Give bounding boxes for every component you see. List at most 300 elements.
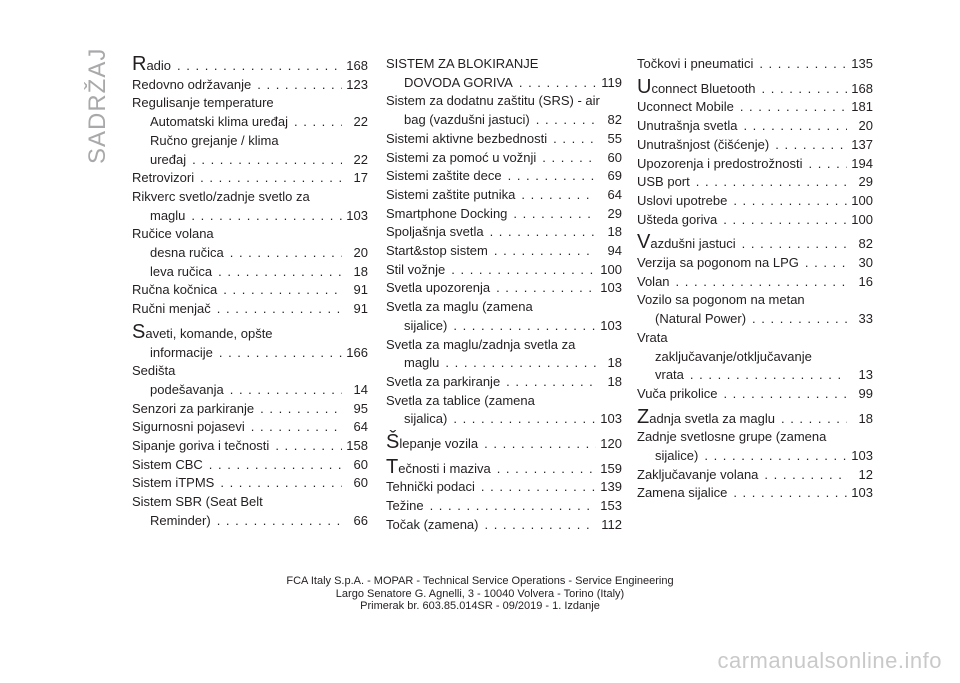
dot-leader	[484, 516, 596, 535]
index-entry	[386, 354, 622, 373]
index-entry	[637, 466, 873, 485]
dot-leader	[762, 80, 847, 99]
initial-letter: Š	[386, 431, 400, 454]
index-entry	[386, 279, 622, 298]
entry-label	[386, 497, 424, 516]
side-title	[84, 44, 114, 164]
entry-label	[637, 385, 717, 404]
page-number: 103	[600, 280, 622, 296]
entry-text: Svetla upozorenja	[386, 280, 491, 296]
entry-label	[132, 226, 214, 241]
index-entry	[637, 117, 873, 136]
index-entry	[132, 400, 368, 419]
entry-label	[637, 155, 802, 174]
index-entry	[386, 455, 622, 479]
entry-text: Upozorenja i predostrožnosti	[637, 155, 803, 171]
entry-text: Točak (zamena)	[386, 516, 479, 532]
dot-leader	[497, 460, 596, 479]
entry-text: connect Bluetooth	[651, 80, 756, 96]
entry-text: Vozilo sa pogonom na metan	[637, 292, 805, 308]
index-entry	[386, 223, 622, 242]
index-entry	[132, 169, 368, 188]
page-number: 119	[601, 74, 622, 90]
page-number: 100	[851, 192, 873, 208]
entry-text: Sistemi zaštite putnika	[386, 186, 516, 202]
entry-label	[386, 223, 484, 242]
dot-leader	[451, 261, 596, 280]
entry-label	[655, 447, 698, 466]
dot-leader	[218, 263, 342, 282]
entry-label	[150, 151, 186, 170]
initial-letter: R	[132, 53, 147, 75]
page-number: 18	[607, 224, 622, 240]
index-heading	[637, 329, 873, 348]
dot-leader	[275, 437, 342, 456]
index-entry	[637, 173, 873, 192]
dot-leader	[220, 474, 342, 493]
entry-label	[132, 169, 194, 188]
entry-label	[150, 244, 224, 263]
entry-text: (Natural Power)	[655, 311, 747, 327]
dot-leader	[764, 466, 847, 485]
index-entry	[637, 405, 873, 429]
entry-label	[655, 366, 684, 385]
page-number: 100	[851, 211, 873, 227]
dot-leader	[676, 273, 847, 292]
page-number: 94	[607, 243, 622, 259]
entry-text: Svetla za maglu (zamena	[386, 299, 533, 315]
entry-text: Reminder)	[150, 512, 211, 528]
page-number: 18	[607, 355, 622, 371]
dot-leader	[723, 385, 847, 404]
index-entry	[132, 381, 368, 400]
entry-text: informacije	[150, 344, 213, 360]
entry-text: Sistem CBC	[132, 456, 203, 472]
index-entry	[132, 55, 368, 76]
page-number: 103	[851, 448, 873, 464]
entry-text: ečnosti i maziva	[398, 460, 491, 476]
entry-label	[132, 76, 251, 95]
entry-label	[637, 484, 727, 503]
entry-label	[132, 494, 263, 509]
entry-label	[132, 437, 269, 456]
page-number: 168	[851, 80, 873, 96]
dot-leader	[740, 98, 847, 117]
index-entry	[386, 317, 622, 336]
index-entry	[637, 55, 873, 74]
entry-label	[637, 273, 670, 292]
entry-text: Zamena sijalice	[637, 485, 728, 501]
entry-text: Ručna kočnica	[132, 282, 218, 298]
index-entry	[637, 447, 873, 466]
dot-leader	[759, 55, 847, 74]
entry-text: Rikverc svetlo/zadnje svetlo za	[132, 188, 310, 204]
footer-line-3: Primerak br. 603.85.014SR - 09/2019 - 1. Izdanje	[360, 600, 600, 612]
page-number: 33	[858, 311, 873, 327]
entry-label	[404, 354, 439, 373]
page-number: 64	[353, 419, 368, 435]
index-entry	[132, 437, 368, 456]
entry-label	[150, 113, 288, 132]
entry-label	[386, 393, 535, 408]
footer	[0, 575, 960, 613]
entry-label	[150, 381, 224, 400]
initial-letter: S	[132, 320, 146, 343]
index-entry	[386, 205, 622, 224]
page-number: 120	[600, 436, 622, 452]
entry-text: Sistemi zaštite dece	[386, 168, 502, 184]
index-entry	[637, 136, 873, 155]
entry-text: Ručno grejanje / klima	[150, 132, 279, 148]
index-entry	[132, 418, 368, 437]
entry-label	[150, 263, 212, 282]
index-entry	[386, 111, 622, 130]
side-title-text: SADRŽAJ	[84, 47, 111, 164]
index-entry	[132, 456, 368, 475]
dot-leader	[733, 192, 847, 211]
dot-leader	[696, 173, 847, 192]
index-entry	[132, 113, 368, 132]
entry-text: Sistem za dodatnu zaštitu (SRS) - air	[386, 93, 600, 109]
index-entry	[386, 186, 622, 205]
index-entry	[132, 263, 368, 282]
index-entry	[637, 155, 873, 174]
entry-text: Verzija sa pogonom na LPG	[637, 255, 799, 271]
entry-label	[132, 418, 245, 437]
index-entry	[132, 244, 368, 263]
page-number: 95	[353, 400, 368, 416]
page-number: 158	[346, 438, 368, 454]
index-entry	[132, 344, 368, 363]
entry-text: maglu	[150, 207, 186, 223]
index-entry	[637, 385, 873, 404]
entry-text: Tehnički podaci	[386, 479, 475, 495]
page-number: 22	[353, 114, 368, 130]
entry-label	[637, 192, 727, 211]
page-number: 66	[353, 512, 368, 528]
entry-text: Zaključavanje volana	[637, 466, 759, 482]
entry-label	[386, 516, 478, 535]
watermark: carmanualsonline.info	[717, 648, 942, 673]
entry-text: Svetla za parkiranje	[386, 373, 501, 389]
dot-leader	[553, 130, 596, 149]
dot-leader	[808, 155, 847, 174]
entry-label	[386, 56, 538, 71]
entry-text: Ušteda goriva	[637, 211, 718, 227]
entry-label	[637, 136, 769, 155]
page-number: 159	[600, 460, 622, 476]
entry-text: Uconnect Mobile	[637, 99, 734, 115]
entry-text: Unutrašnjost (čišćenje)	[637, 136, 770, 152]
index-entry	[637, 192, 873, 211]
entry-text: Smartphone Docking	[386, 205, 508, 221]
page-number: 103	[346, 207, 368, 223]
dot-leader	[542, 149, 596, 168]
entry-text: Vuča prikolice	[637, 385, 718, 401]
entry-label	[655, 349, 812, 364]
page-number: 20	[353, 245, 368, 261]
entry-text: DOVODA GORIVA	[404, 74, 513, 90]
index-entry	[132, 281, 368, 300]
entry-label	[637, 117, 737, 136]
entry-label	[132, 320, 273, 343]
entry-label	[386, 279, 490, 298]
initial-letter: U	[637, 75, 652, 98]
entry-label	[132, 474, 214, 493]
page-number: 168	[346, 58, 368, 73]
page-number: 103	[851, 485, 873, 501]
dot-leader	[805, 254, 847, 273]
dot-leader	[704, 447, 847, 466]
footer-line-1: FCA Italy S.p.A. - MOPAR - Technical Service Operations - Service Engineering	[286, 575, 674, 587]
entry-label	[404, 74, 513, 93]
dot-leader	[453, 317, 596, 336]
entry-text: adnja svetla za maglu	[649, 410, 775, 426]
entry-text: Zadnje svetlosne grupe (zamena	[637, 429, 827, 445]
index-entry	[386, 74, 622, 93]
page-number: 60	[607, 149, 622, 165]
dot-leader	[230, 381, 342, 400]
entry-text: Sistemi za pomoć u vožnji	[386, 149, 537, 165]
initial-letter: T	[386, 455, 399, 478]
dot-leader	[513, 205, 596, 224]
entry-label	[132, 400, 254, 419]
index-heading	[132, 188, 368, 207]
page-number: 82	[858, 236, 873, 252]
index-entry	[386, 130, 622, 149]
entry-label	[132, 281, 217, 300]
index-entry	[386, 167, 622, 186]
entry-text: Stil vožnje	[386, 261, 446, 277]
page-number: 17	[353, 170, 368, 186]
entry-text: lepanje vozila	[399, 436, 479, 452]
index-heading	[386, 392, 622, 411]
index-entry	[637, 484, 873, 503]
initial-letter: V	[637, 231, 651, 254]
entry-text: Ručni menjač	[132, 301, 211, 317]
page-number: 123	[346, 76, 368, 92]
entry-label	[386, 478, 475, 497]
entry-text: zaključavanje/otključavanje	[655, 348, 812, 364]
entry-label	[386, 205, 507, 224]
index-heading	[637, 291, 873, 310]
page-number: 60	[353, 456, 368, 472]
dot-leader	[223, 281, 342, 300]
page-number: 135	[851, 56, 873, 71]
dot-leader	[490, 223, 596, 242]
dot-leader	[752, 310, 847, 329]
page-number: 55	[607, 130, 622, 146]
entry-label	[655, 310, 746, 329]
entry-text: Sedišta	[132, 363, 176, 379]
entry-label	[386, 130, 547, 149]
dot-leader	[430, 497, 596, 516]
entry-text: Svetla za maglu/zadnja svetla za	[386, 336, 576, 352]
entry-label	[386, 93, 600, 108]
dot-leader	[260, 400, 342, 419]
entry-label	[132, 189, 310, 204]
index-entry	[637, 310, 873, 329]
entry-label	[386, 261, 445, 280]
dot-leader	[209, 456, 342, 475]
entry-text: USB port	[637, 174, 690, 190]
entry-text: Automatski klima uređaj	[150, 114, 288, 130]
index-entry	[386, 410, 622, 429]
index-heading	[386, 92, 622, 111]
dot-leader	[294, 113, 342, 132]
entry-text: Ručice volana	[132, 226, 214, 242]
index-heading	[132, 320, 368, 344]
entry-label	[404, 317, 447, 336]
page-number: 60	[353, 475, 368, 491]
dot-leader	[775, 136, 847, 155]
entry-label	[637, 98, 734, 117]
index-heading	[386, 336, 622, 355]
entry-label	[386, 299, 533, 314]
dot-leader	[690, 366, 847, 385]
index-heading	[132, 225, 368, 244]
entry-label	[637, 405, 775, 429]
index-heading	[637, 348, 873, 367]
index-entry	[637, 366, 873, 385]
page-number: 82	[607, 112, 622, 128]
index-entry	[386, 433, 622, 454]
entry-text: aveti, komande, opšte	[145, 325, 273, 341]
dot-leader	[192, 151, 342, 170]
entry-text: Vrata	[637, 329, 668, 345]
entry-text: Sipanje goriva i tečnosti	[132, 438, 270, 454]
page-number: 69	[607, 168, 622, 184]
page-number: 103	[600, 317, 622, 333]
dot-leader	[484, 435, 596, 454]
entry-text: desna ručica	[150, 245, 224, 261]
page-number: 18	[607, 373, 622, 389]
index-entry	[386, 373, 622, 392]
entry-text: bag (vazdušni jastuci)	[404, 112, 530, 128]
index-entry	[386, 261, 622, 280]
index-entry	[637, 254, 873, 273]
index-heading	[386, 55, 622, 74]
dot-leader	[781, 410, 847, 429]
index-entry	[637, 211, 873, 230]
index-heading	[132, 94, 368, 113]
entry-label	[637, 55, 753, 74]
entry-label	[637, 75, 756, 99]
entry-text: Spoljašnja svetla	[386, 224, 484, 240]
page-number: 18	[353, 263, 368, 279]
page-number: 13	[858, 367, 873, 383]
entry-label	[386, 337, 575, 352]
entry-text: sijalice)	[404, 317, 448, 333]
dot-leader	[230, 244, 342, 263]
entry-label	[386, 186, 515, 205]
index-heading	[132, 132, 368, 151]
entry-text: uređaj	[150, 151, 187, 167]
index-entry	[386, 497, 622, 516]
dot-leader	[494, 242, 596, 261]
index-entry	[132, 300, 368, 319]
entry-text: Start&stop sistem	[386, 243, 488, 259]
index-entry	[637, 273, 873, 292]
entry-label	[150, 133, 279, 148]
page-number: 166	[346, 344, 368, 360]
entry-label	[132, 95, 274, 110]
page-number: 153	[600, 498, 622, 514]
page-number: 29	[858, 174, 873, 190]
dot-leader	[506, 373, 596, 392]
dot-leader	[191, 207, 342, 226]
index-entry	[386, 242, 622, 261]
page-number: 20	[858, 118, 873, 134]
dot-leader	[257, 76, 342, 95]
entry-label	[404, 111, 530, 130]
index-entry	[637, 98, 873, 117]
initial-letter: Z	[637, 405, 650, 428]
entry-text: maglu	[404, 355, 440, 371]
dot-leader	[217, 300, 342, 319]
index-column-1	[132, 55, 368, 531]
dot-leader	[496, 279, 596, 298]
dot-leader	[445, 354, 596, 373]
dot-leader	[519, 74, 596, 93]
entry-label	[637, 233, 736, 254]
page-number: 139	[600, 479, 622, 495]
page-number: 12	[858, 466, 873, 482]
entry-label	[150, 207, 185, 226]
index-entry	[132, 76, 368, 95]
entry-label	[386, 433, 478, 454]
entry-text: Senzori za parkiranje	[132, 400, 255, 416]
entry-text: Sistem SBR (Seat Belt	[132, 494, 263, 510]
entry-label	[386, 373, 500, 392]
index-column-2	[386, 55, 622, 535]
page-number: 137	[851, 136, 873, 152]
page-number: 91	[353, 282, 368, 298]
index-heading	[386, 298, 622, 317]
entry-text: SISTEM ZA BLOKIRANJE	[386, 56, 539, 71]
page-number: 99	[858, 385, 873, 401]
index-heading	[132, 493, 368, 512]
dot-leader	[723, 211, 847, 230]
page-number: 100	[600, 261, 622, 277]
entry-text: podešavanja	[150, 381, 224, 397]
entry-text: vrata	[655, 367, 684, 383]
page-number: 181	[851, 99, 873, 115]
dot-leader	[217, 512, 342, 531]
footer-line-2: Largo Senatore G. Agnelli, 3 - 10040 Volvera - Torino (Italy)	[335, 587, 625, 600]
page-number: 29	[607, 205, 622, 221]
index-heading	[637, 428, 873, 447]
page-number: 194	[851, 155, 873, 171]
page-number: 112	[601, 516, 622, 532]
dot-leader	[743, 117, 847, 136]
entry-text: Regulisanje temperature	[132, 95, 274, 111]
dot-leader	[508, 167, 596, 186]
page-number: 16	[858, 273, 873, 289]
entry-label	[637, 173, 690, 192]
entry-label	[637, 429, 826, 444]
page-number: 22	[353, 151, 368, 167]
dot-leader	[733, 484, 847, 503]
index-entry	[132, 151, 368, 170]
entry-label	[404, 410, 447, 429]
dot-leader	[177, 57, 342, 76]
page-number: 30	[858, 255, 873, 271]
index-entry	[386, 516, 622, 535]
entry-text: Težine	[386, 498, 424, 514]
dot-leader	[742, 235, 847, 254]
entry-label	[637, 211, 717, 230]
